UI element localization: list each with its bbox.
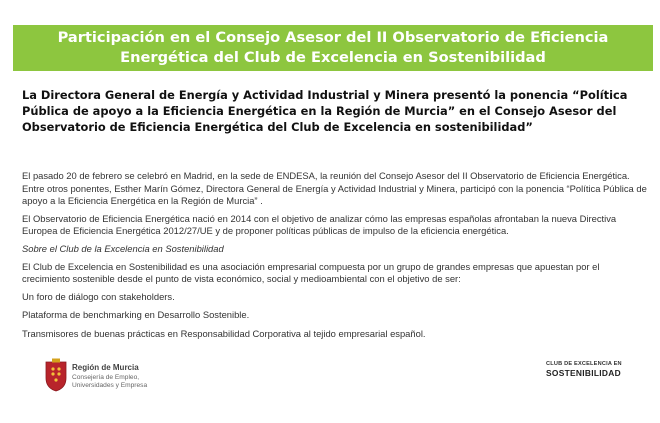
paragraph-meeting: El pasado 20 de febrero se celebró en Madrid, en la sede de ENDESA, la reunión del Consejo Asesor del II Observatorio de Eficiencia Energética. Entre otros ponentes, Esther Marín Gómez, Directora General de Energía y Actividad Industrial y Minera, participó con la ponencia “Política Pública de apoyo a la Eficiencia Energética en la Región de Murcia” . [22,170,647,207]
article-body [22,170,648,347]
club-logo-line1: CLUB DE EXCELENCIA EN [546,361,622,367]
club-excelencia-logo [546,361,636,381]
paragraph-observatory: El Observatorio de Eficiencia Energética nació en 2014 con el objetivo de analizar cómo las empresas españolas afrontaban la nueva Directiva Europea de Eficiencia Energética 2012/27/UE y de proponer políticas públicas de impulso de la eficiencia energética. [22,212,617,237]
article-headline: La Directora General de Energía y Actividad Industrial y Minera presentó la ponencia “Política Pública de apoyo a la Eficiencia Energética en la Región de Murcia” en el Consejo Asesor del Observatorio de Eficiencia Energética del Club de Excelencia en sostenibilidad” [22,88,628,134]
banner-title-line1: Participación en el Consejo Asesor del II Observatorio de Eficiencia [57,29,609,46]
murcia-logo-department: Consejería de Empleo, [72,374,140,381]
section-subtitle-club: Sobre el Club de la Excelencia en Sostenibilidad [22,242,224,254]
title-banner [13,25,653,71]
banner-title-line2: Energética del Club de Excelencia en Sostenibilidad [120,49,546,66]
list-item-benchmarking: Plataforma de benchmarking en Desarrollo Sostenible. [22,309,250,321]
murcia-logo-department-2: Universidades y Empresa [72,382,148,389]
murcia-logo-name: Región de Murcia [72,363,139,372]
paragraph-club: El Club de Excelencia en Sostenibilidad es una asociación empresarial compuesta por un grupo de grandes empresas que apuestan por el crecimiento sostenible desde el punto de vista económico, social y medioambiental con el objetivo de ser: [22,260,600,285]
club-logo-line2: SOSTENIBILIDAD [546,368,621,378]
list-item-forum: Un foro de diálogo con stakeholders. [22,290,175,302]
list-item-transmitters: Transmisores de buenas prácticas en Responsabilidad Corporativa al tejido empresarial español. [22,327,426,339]
murcia-shield-icon [44,358,68,392]
region-murcia-logo [44,358,204,398]
